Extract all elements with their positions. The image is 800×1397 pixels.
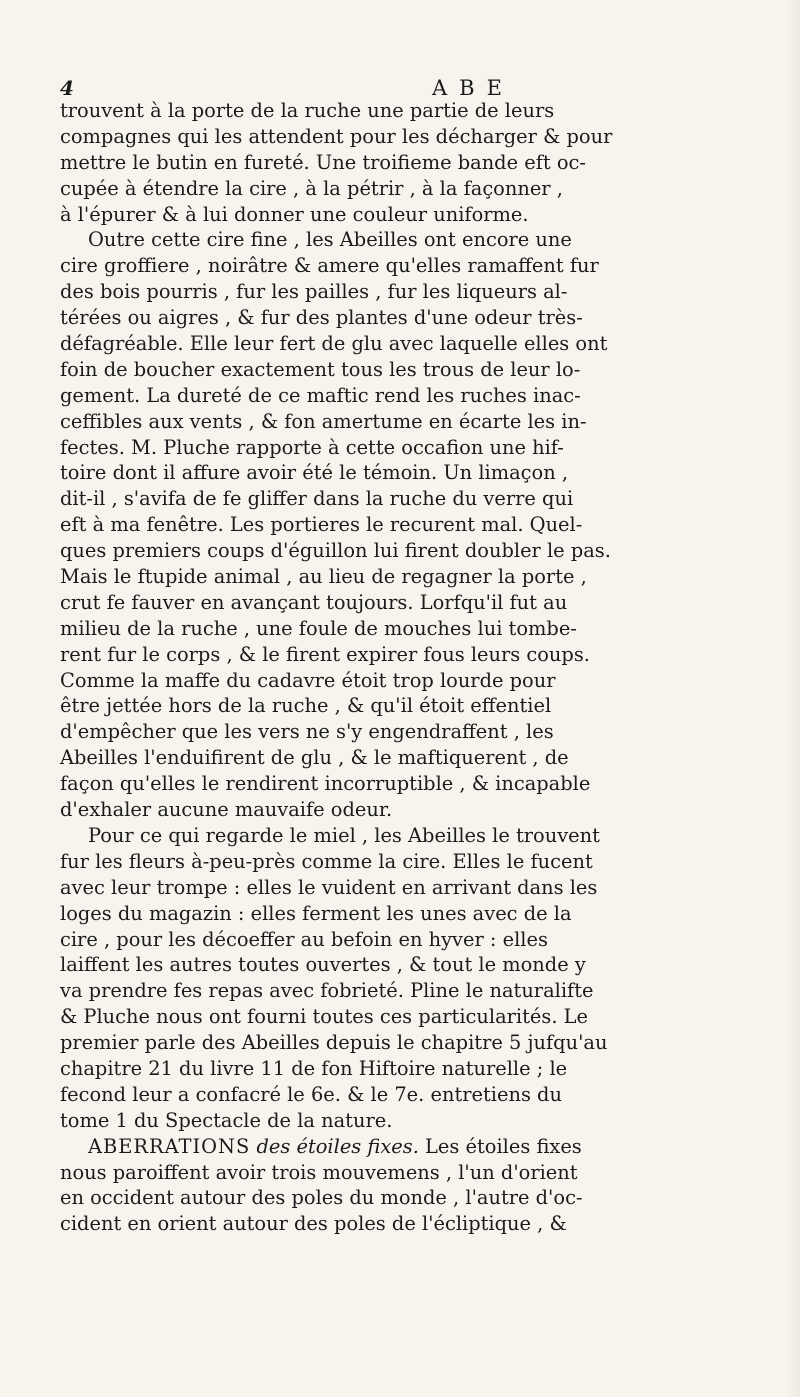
text-line: foin de boucher exactement tous les trous de leur lo- [60, 357, 581, 381]
text-line: d'empêcher que les vers ne s'y engendraffent , les [60, 720, 554, 744]
text-line: & Pluche nous ont fourni toutes ces particularités. Le [60, 1005, 588, 1029]
text-line: chapitre 21 du livre 11 de fon Hiftoire naturelle ; le [60, 1056, 568, 1080]
text-line: d'exhaler aucune mauvaife odeur. [60, 798, 393, 822]
text-line: Pour ce qui regarde le miel , les Abeilles le trouvent [88, 823, 600, 847]
text-line: gement. La dureté de ce maftic rend les ruches inac- [60, 383, 581, 407]
text-line: milieu de la ruche , une foule de mouches lui tombe- [60, 616, 577, 640]
entry-heading-line [60, 1134, 784, 1160]
text-line: mettre le butin en fureté. Une troifieme bande eft oc- [60, 150, 586, 174]
text-line: Mais le ftupide animal , au lieu de regagner la porte , [60, 565, 587, 589]
page-edge [786, 0, 800, 1397]
text-line: térées ou aigres , & fur des plantes d'une odeur très- [60, 306, 583, 330]
text-line: cire , pour les décoeffer au befoin en hyver : elles [60, 927, 548, 951]
text-line: fecond leur a confacré le 6e. & le 7e. entretiens du [60, 1082, 562, 1106]
text-line: premier parle des Abeilles depuis le chapitre 5 jufqu'au [60, 1031, 608, 1055]
text-line: Comme la maffe du cadavre étoit trop lourde pour [60, 668, 556, 692]
text-line: trouvent à la porte de la ruche une partie de leurs [60, 99, 555, 122]
entry-text-start: Les étoiles fixes [425, 1134, 582, 1158]
text-line: nous paroiffent avoir trois mouvemens , l'un d'orient [60, 1160, 578, 1184]
text-line: dit-il , s'avifa de fe gliffer dans la ruche du verre qui [60, 487, 574, 511]
text-line: eft à ma fenêtre. Les portieres le recurent mal. Quel- [60, 513, 583, 537]
body-text [60, 98, 784, 1237]
text-line: ceffibles aux vents , & fon amertume en écarte les in- [60, 409, 587, 433]
entry-subtitle: des étoiles fixes. [256, 1134, 419, 1158]
text-line: compagnes qui les attendent pour les décharger & pour [60, 124, 613, 148]
text-line: tome 1 du Spectacle de la nature. [60, 1108, 393, 1132]
text-line: en occident autour des poles du monde , l'autre d'oc- [60, 1186, 583, 1210]
text-line: avec leur trompe : elles le vuident en arrivant dans les [60, 875, 598, 899]
text-line: rent fur le corps , & le firent expirer fous leurs coups. [60, 642, 590, 666]
text-line: Outre cette cire fine , les Abeilles ont encore une [88, 228, 572, 252]
text-line: cire groffiere , noirâtre & amere qu'elles ramaffent fur [60, 254, 599, 278]
text-line: laiffent les autres toutes ouvertes , & tout le monde y [60, 953, 586, 977]
running-title: ABE [432, 76, 514, 100]
text-line: être jettée hors de la ruche , & qu'il étoit effentiel [60, 694, 552, 718]
text-line: façon qu'elles le rendirent incorruptible , & incapable [60, 772, 591, 796]
text-line: fectes. M. Pluche rapporte à cette occafion une hif- [60, 435, 564, 459]
entry-headword: ABERRATIONS [88, 1134, 251, 1158]
text-line: va prendre fes repas avec fobrieté. Pline le naturalifte [60, 979, 594, 1003]
text-line: crut fe fauver en avançant toujours. Lorfqu'il fut au [60, 590, 568, 614]
text-line: Abeilles l'enduifirent de glu , & le maftiquerent , de [60, 746, 569, 770]
text-line: cident en orient autour des poles de l'écliptique , & [60, 1212, 567, 1236]
text-line: toire dont il affure avoir été le témoin. Un limaçon , [60, 461, 569, 485]
text-line: défagréable. Elle leur fert de glu avec laquelle elles ont [60, 332, 608, 356]
text-line: ques premiers coups d'éguillon lui firent doubler le pas. [60, 539, 611, 563]
text-line: cupée à étendre la cire , à la pétrir , à la façonner , [60, 176, 563, 200]
text-line: loges du magazin : elles ferment les unes avec de la [60, 901, 572, 925]
text-line: fur les fleurs à-peu-près comme la cire. Elles le fucent [60, 849, 593, 873]
text-line: à l'épurer & à lui donner une couleur uniforme. [60, 202, 529, 226]
running-head [0, 76, 800, 100]
text-line: des bois pourris , fur les pailles , fur les liqueurs al- [60, 280, 568, 304]
page-number: 4 [60, 76, 74, 100]
